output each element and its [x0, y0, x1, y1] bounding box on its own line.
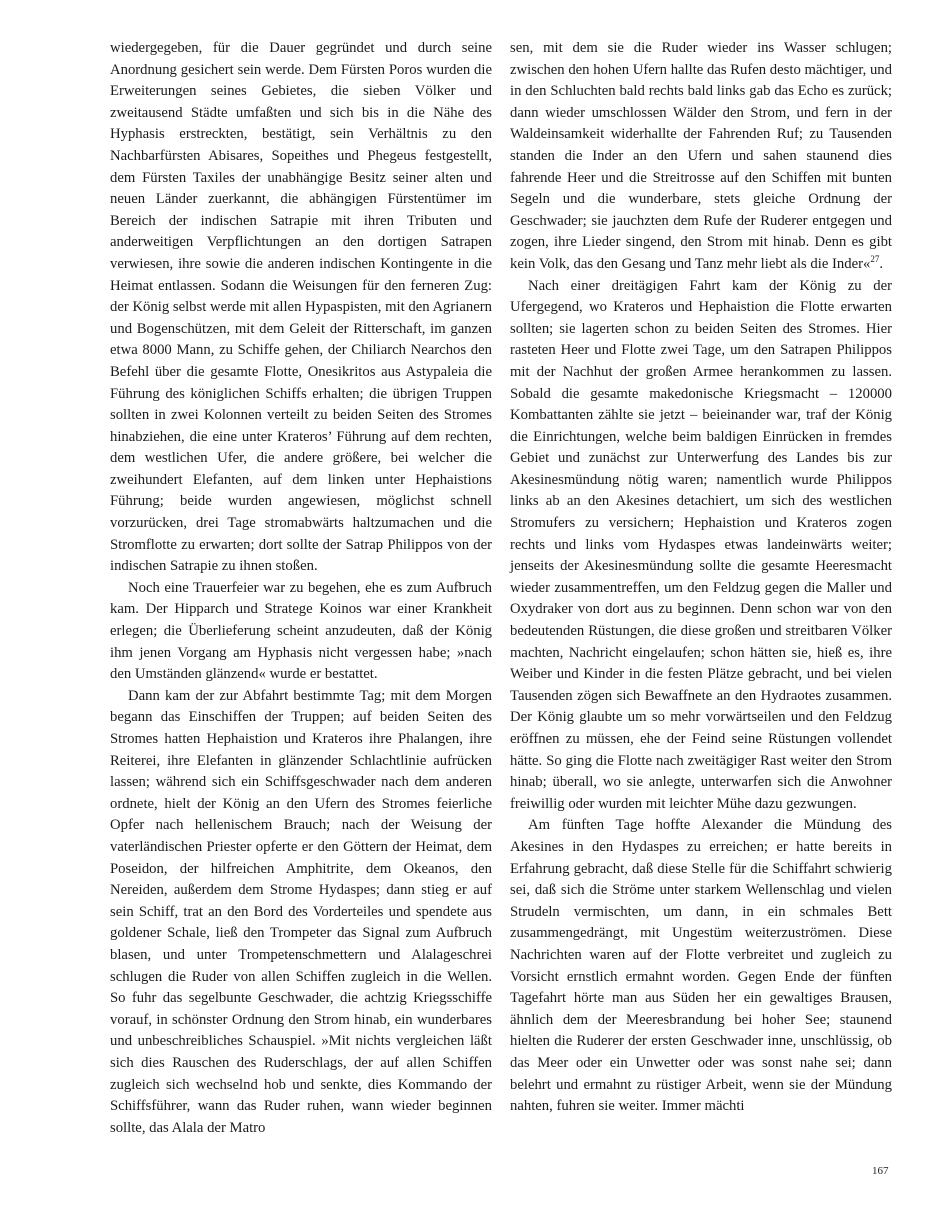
footnote-reference[interactable]: 27: [870, 254, 880, 265]
paragraph: wiedergegeben, für die Dauer gegründet und durch seine Anordnung gesichert sein werde. Dem Fürsten Poros wurden die Erweiterungen seines Gebietes, die sieben Völker und zweitausend Städte umfaßten und sich bis in die Nähe des Hyphasis erstreckten, bestätigt, sein Verhältnis zu den Nachbarfürsten Abisares, Sopeithes und Phegeus festgestellt, dem Fürsten Taxiles der unabhängige Besitz seiner alten und neuen Länder zuerkannt, die abhängigen Fürstentümer im Bereich der indischen Satrapie mit ihren Tributen und anderweitigen Verpflichtungen an den dortigen Satrapen verwiesen, ihre sowie die anderen indischen Kontingente in die Heimat entlassen. Sodann die Weisungen für den ferneren Zug: der König selbst werde mit allen Hypaspisten, mit den Agrianern und Bogenschützen, mit dem Geleit der Ritterschaft, im ganzen etwa 8000 Mann, zu Schiffe gehen, der Chiliarch Nearchos den Befehl über die gesamte Flotte, Onesikritos aus Astypaleia die Führung des königlichen Schiffs erhalten; die übrigen Truppen sollten in zwei Kolonnen verteilt zu beiden Seiten des Stromes hinabziehen, die eine unter Krateros’ Führung auf dem rechten, dem westlichen Ufer, die andere größere, bei welcher die zweihundert Elefanten, auf dem linken unter Hephaistions Führung; beide wurden angewiesen, möglichst schnell vorzurücken, drei Tage stromabwärts haltzumachen und die Stromflotte zu erwarten; dort sollte der Satrap Philippos von der indischen Satrapie zu ihnen stoßen.: [110, 40, 492, 575]
page-number: 167: [872, 1165, 889, 1177]
paragraph: Am fünften Tage hoffte Alexander die Mündung des Akesines in den Hydaspes zu erreichen; er hatte bereits in Erfahrung gebracht, daß diese Stelle für die Schiffahrt schwierig sei, daß sich die Ströme unter starkem Wellenschlag und vielen Strudeln vermischten, um dann, in ein schmales Bett zusammengedrängt, mit Ungestüm weiterzuströmen. Diese Nachrichten waren auf der Flotte verbreitet und zugleich zu Vorsicht ernstlich ermahnt worden. Gegen Ende der fünften Tagefahrt hörte man aus Süden her ein gewaltiges Brausen, ähnlich dem der Meeresbrandung bei hoher See; staunend hielten die Ruderer der ersten Geschwader inne, unschlüssig, ob das Meer oder ein Unwetter oder was sonst nahe sei; dann belehrt und ermahnt zu rüstiger Arbeit, wenn sie der Mündung nahten, fuhren sie weiter. Immer mächti: [510, 817, 892, 1115]
paragraph: [510, 38, 892, 276]
paragraph: Noch eine Trauerfeier war zu begehen, ehe es zum Aufbruch kam. Der Hipparch und Stratege Koinos war einer Krankheit erlegen; die Überlieferung scheint anzudeuten, daß der König ihm jenen Vorgang am Hyphasis nicht vergessen habe; »nach den Umständen glänzend« wurde er bestattet.: [110, 579, 492, 683]
paragraph: Dann kam der zur Abfahrt bestimmte Tag; mit dem Morgen begann das Einschiffen der Truppen; auf beiden Seiten des Stromes hatten Hephaistion und Krateros ihre Phalangen, ihre Reiterei, ihre Elefanten in glänzender Schlachtlinie aufrücken lassen; während sich ein Schiffsgeschwader nach dem anderen ordnete, hielt der König an den Ufern des Stromes feierliche Opfer nach hellenischem Brauch; nach der Weisung der vaterländischen Priester opferte er den Göttern der Heimat, dem Poseidon, der hilfreichen Amphitrite, dem Okeanos, den Nereiden, außerdem dem Strome Hydaspes; dann stieg er auf sein Schiff, trat an den Bord des Vorderteiles und spendete aus goldener Schale, ließ den Trompeter das Signal zum Aufbruch blasen, und unter Trompetenschmettern und Alalageschrei schlugen die Ruder von allen Schiffen zugleich in die Wellen. So fuhr das segelbunte Geschwader, die achtzig Kriegsschiffe vorauf, in schönster Ordnung den Strom hinab, ein wunderbares und unbeschreibliches Schauspiel. »Mit nichts vergleichen läßt sich dies Rauschen des Ruderschlags, der auf allen Schiffen zugleich sich wechselnd hob und senkte, dies Kommando der Schiffsführer, wann das Ruder ruhen, wann wieder beginnen sollte, das Alala der Matro: [110, 687, 492, 1136]
paragraph: Nach einer dreitägigen Fahrt kam der König zu der Ufergegend, wo Krateros und Hephaistion die Flotte erwarten sollten; sie lagerten schon zu beiden Seiten des Stromes. Hier rasteten Heer und Flotte zwei Tage, um den Satrapen Philippos mit der Nachhut der großen Armee herankommen zu lassen. Sobald die gesamte makedonische Kriegsmacht – 120000 Kombattanten zählte sie jetzt – beieinander war, traf der König die Einrichtungen, welche beim baldigen Einrücken in fremdes Gebiet und zunächst zur Unterwerfung des Landes bis zur Akesinesmündung nötig waren; namentlich wurde Philippos links ab an den Akesines detachiert, um sich des westlichen Stromufers zu versichern; Hephaistion und Krateros zogen rechts und links vom Hydaspes etwas landeinwärts weiter; jenseits der Akesinesmündung sollte die gesamte Heeresmacht wieder zusammentreffen, um den Feldzug gegen die Maller und Oxydraker von dort aus zu beginnen. Denn schon war von den bedeutenden Rüstungen, die diese großen und streitbaren Völker machten, Nachricht eingelaufen; schon hätten sie, hieß es, ihre Weiber und Kinder in die festen Plätze gebracht, und bei vielen Tausenden zögen sich Bewaffnete an den Hydraotes zusammen. Der König glaubte um so mehr vorwärtseilen und den Feldzug eröffnen zu müssen, ehe der Feind seine Rüstungen vollendet hätte. So ging die Flotte nach zweitägiger Rast weiter den Strom hinab; überall, wo sie anlegte, unterwarfen sich die Anwohner freiwillig oder wurden mit leichter Mühe dazu gezwungen.: [510, 277, 892, 812]
sentence-end: .: [879, 255, 884, 272]
left-column: [110, 38, 492, 1139]
right-column: [510, 38, 892, 1118]
paragraph-text: sen, mit dem sie die Ruder wieder ins Wasser schlugen; zwischen den hohen Ufern hallte das Rufen desto mächtiger, und in den Schluchten bald rechts bald links gab das Echo es zurück; dann wieder umschlossen Wälder den Strom, und fern in der Waldeinsamkeit widerhallte der Fahrenden Ruf; zu Tausenden standen die Inder an den Ufern und sahen staunend dies fahrende Heer und die Streitrosse auf den Schiffen mit bunten Segeln und die wunderbare, stets gleiche Ordnung der Geschwader; sie jauchzten dem Rufe der Ruderer entgegen und zogen, ihre Lieder singend, den Strom mit hinab. Denn es gibt kein Volk, das den Gesang und Tanz mehr liebt als die Inder«: [510, 40, 892, 272]
